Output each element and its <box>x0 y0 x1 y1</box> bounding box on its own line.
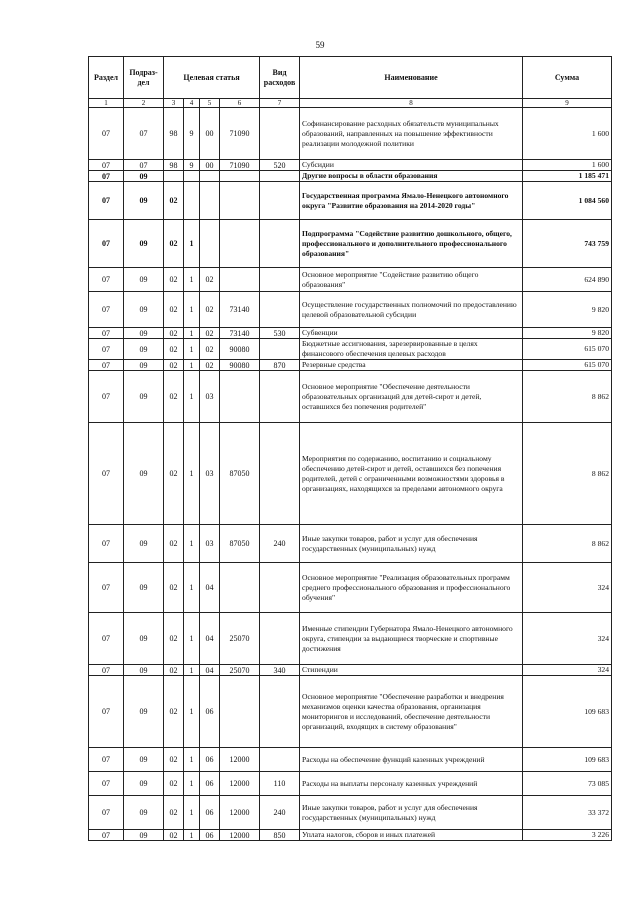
cell-target-a: 02 <box>164 182 184 220</box>
column-number: 9 <box>523 99 612 108</box>
cell-summa: 9 820 <box>523 328 612 339</box>
cell-summa: 1 185 471 <box>523 171 612 182</box>
cell-target-c: 04 <box>200 563 220 613</box>
cell-target-b: 9 <box>184 108 200 160</box>
cell-summa: 33 372 <box>523 796 612 830</box>
cell-summa: 8 862 <box>523 423 612 525</box>
header-podrazdel: Подраз-дел <box>124 57 164 99</box>
cell-target-d: 73140 <box>220 328 260 339</box>
cell-naimenovanie: Основное мероприятие "Реализация образовательных программ среднего профессионального образования и профессионального обучения" <box>300 563 523 613</box>
cell-razdel: 07 <box>89 525 124 563</box>
column-number: 1 <box>89 99 124 108</box>
cell-target-d: 12000 <box>220 796 260 830</box>
cell-naimenovanie: Софинансирование расходных обязательств муниципальных образований, направленных на повышение эффективности реализации молодежной политики <box>300 108 523 160</box>
cell-target-b: 1 <box>184 796 200 830</box>
cell-target-d <box>220 563 260 613</box>
cell-naimenovanie: Стипендии <box>300 665 523 676</box>
cell-razdel: 07 <box>89 182 124 220</box>
cell-target-d: 71090 <box>220 160 260 171</box>
cell-podrazdel: 09 <box>124 423 164 525</box>
table-row <box>89 171 612 182</box>
cell-target-d: 12000 <box>220 772 260 796</box>
cell-target-a: 98 <box>164 108 184 160</box>
cell-target-c: 04 <box>200 665 220 676</box>
cell-target-d: 12000 <box>220 748 260 772</box>
cell-podrazdel: 09 <box>124 525 164 563</box>
cell-razdel: 07 <box>89 772 124 796</box>
cell-target-d: 90080 <box>220 339 260 360</box>
cell-summa: 1 600 <box>523 160 612 171</box>
cell-target-d: 90080 <box>220 360 260 371</box>
cell-podrazdel: 09 <box>124 339 164 360</box>
cell-vid-rashodov: 530 <box>260 328 300 339</box>
cell-target-d <box>220 182 260 220</box>
cell-target-b: 1 <box>184 748 200 772</box>
cell-vid-rashodov <box>260 220 300 268</box>
cell-naimenovanie: Иные закупки товаров, работ и услуг для обеспечения государственных (муниципальных) нужд <box>300 796 523 830</box>
cell-target-c <box>200 171 220 182</box>
cell-vid-rashodov: 240 <box>260 796 300 830</box>
cell-summa: 615 070 <box>523 360 612 371</box>
cell-naimenovanie: Резервные средства <box>300 360 523 371</box>
table-row <box>89 371 612 423</box>
cell-target-c <box>200 182 220 220</box>
table-row <box>89 796 612 830</box>
cell-summa: 1 600 <box>523 108 612 160</box>
cell-summa: 615 070 <box>523 339 612 360</box>
cell-target-d: 87050 <box>220 423 260 525</box>
cell-vid-rashodov <box>260 613 300 665</box>
cell-summa: 743 759 <box>523 220 612 268</box>
cell-naimenovanie: Осуществление государственных полномочий по предоставлению целевой образовательной субсидии <box>300 292 523 328</box>
cell-target-b: 1 <box>184 676 200 748</box>
cell-target-d: 25070 <box>220 665 260 676</box>
cell-vid-rashodov: 870 <box>260 360 300 371</box>
cell-naimenovanie: Расходы на обеспечение функций казенных учреждений <box>300 748 523 772</box>
cell-target-c: 00 <box>200 108 220 160</box>
cell-podrazdel: 09 <box>124 563 164 613</box>
cell-razdel: 07 <box>89 613 124 665</box>
cell-target-b: 1 <box>184 830 200 841</box>
cell-vid-rashodov <box>260 423 300 525</box>
cell-vid-rashodov: 340 <box>260 665 300 676</box>
cell-target-b <box>184 171 200 182</box>
table-row <box>89 160 612 171</box>
cell-target-d: 25070 <box>220 613 260 665</box>
cell-podrazdel: 09 <box>124 748 164 772</box>
cell-target-b: 1 <box>184 371 200 423</box>
table-row <box>89 830 612 841</box>
cell-razdel: 07 <box>89 220 124 268</box>
cell-razdel: 07 <box>89 171 124 182</box>
cell-podrazdel: 09 <box>124 328 164 339</box>
cell-vid-rashodov: 110 <box>260 772 300 796</box>
cell-target-c <box>200 220 220 268</box>
cell-razdel: 07 <box>89 423 124 525</box>
cell-target-d <box>220 676 260 748</box>
cell-summa: 8 862 <box>523 525 612 563</box>
cell-target-a: 02 <box>164 676 184 748</box>
cell-naimenovanie: Государственная программа Ямало-Ненецкого автономного округа "Развитие образования на 2014-2020 годы" <box>300 182 523 220</box>
cell-target-a: 02 <box>164 796 184 830</box>
cell-razdel: 07 <box>89 108 124 160</box>
cell-target-b: 1 <box>184 563 200 613</box>
cell-naimenovanie: Именные стипендии Губернатора Ямало-Ненецкого автономного округа, стипендии за выдающиеся творческие и спортивные достижения <box>300 613 523 665</box>
cell-razdel: 07 <box>89 563 124 613</box>
cell-summa: 324 <box>523 613 612 665</box>
cell-target-a: 02 <box>164 371 184 423</box>
cell-target-a: 02 <box>164 268 184 292</box>
cell-target-c: 06 <box>200 830 220 841</box>
cell-target-c: 06 <box>200 772 220 796</box>
cell-summa: 109 683 <box>523 676 612 748</box>
cell-target-b: 1 <box>184 772 200 796</box>
cell-podrazdel: 09 <box>124 665 164 676</box>
page-number: 59 <box>315 40 325 50</box>
cell-summa: 73 085 <box>523 772 612 796</box>
cell-razdel: 07 <box>89 268 124 292</box>
cell-naimenovanie: Подпрограмма "Содействие развитию дошкольного, общего, профессионального и дополнительного профессионального образования" <box>300 220 523 268</box>
cell-razdel: 07 <box>89 339 124 360</box>
cell-target-d <box>220 220 260 268</box>
cell-target-d: 87050 <box>220 525 260 563</box>
cell-podrazdel: 09 <box>124 371 164 423</box>
cell-target-a: 02 <box>164 563 184 613</box>
cell-razdel: 07 <box>89 830 124 841</box>
cell-target-c: 02 <box>200 360 220 371</box>
cell-vid-rashodov <box>260 292 300 328</box>
cell-podrazdel: 09 <box>124 182 164 220</box>
cell-razdel: 07 <box>89 292 124 328</box>
cell-summa: 8 862 <box>523 371 612 423</box>
cell-podrazdel: 07 <box>124 160 164 171</box>
cell-podrazdel: 09 <box>124 171 164 182</box>
cell-vid-rashodov <box>260 108 300 160</box>
cell-naimenovanie: Основное мероприятие "Обеспечение деятельности образовательных организаций для детей-сирот и детей, оставшихся без попечения родителей" <box>300 371 523 423</box>
cell-target-c: 02 <box>200 268 220 292</box>
cell-target-d <box>220 371 260 423</box>
table-row <box>89 292 612 328</box>
cell-target-a: 02 <box>164 220 184 268</box>
cell-target-a: 98 <box>164 160 184 171</box>
cell-razdel: 07 <box>89 676 124 748</box>
cell-target-a: 02 <box>164 423 184 525</box>
cell-target-c: 00 <box>200 160 220 171</box>
column-number: 8 <box>300 99 523 108</box>
cell-target-a: 02 <box>164 830 184 841</box>
cell-naimenovanie: Основное мероприятие "Обеспечение разработки и внедрения механизмов оценки качества образования, организация мониторингов и исследований, обеспечение деятельности организаций, входящих в систему образования" <box>300 676 523 748</box>
cell-podrazdel: 07 <box>124 108 164 160</box>
cell-naimenovanie: Иные закупки товаров, работ и услуг для обеспечения государственных (муниципальных) нужд <box>300 525 523 563</box>
cell-razdel: 07 <box>89 328 124 339</box>
table-row <box>89 525 612 563</box>
cell-target-c: 02 <box>200 339 220 360</box>
cell-podrazdel: 09 <box>124 613 164 665</box>
cell-podrazdel: 09 <box>124 292 164 328</box>
cell-target-b: 1 <box>184 525 200 563</box>
cell-target-b: 9 <box>184 160 200 171</box>
cell-naimenovanie: Другие вопросы в области образования <box>300 171 523 182</box>
header-summa: Сумма <box>523 57 612 99</box>
cell-target-b <box>184 182 200 220</box>
table-row <box>89 665 612 676</box>
cell-target-b: 1 <box>184 613 200 665</box>
cell-target-c: 03 <box>200 371 220 423</box>
header-razdel: Раздел <box>89 57 124 99</box>
cell-podrazdel: 09 <box>124 676 164 748</box>
column-number: 2 <box>124 99 164 108</box>
cell-summa: 1 084 560 <box>523 182 612 220</box>
cell-naimenovanie: Основное мероприятие "Содействие развитию общего образования" <box>300 268 523 292</box>
cell-target-c: 06 <box>200 748 220 772</box>
cell-target-a: 02 <box>164 748 184 772</box>
budget-table <box>88 56 612 841</box>
cell-target-b: 1 <box>184 423 200 525</box>
header-celevaya-statya: Целевая статья <box>164 57 260 99</box>
table-row <box>89 268 612 292</box>
cell-vid-rashodov: 240 <box>260 525 300 563</box>
cell-razdel: 07 <box>89 360 124 371</box>
cell-summa: 324 <box>523 665 612 676</box>
cell-podrazdel: 09 <box>124 360 164 371</box>
column-number-row <box>89 99 612 108</box>
header-naimenovanie: Наименование <box>300 57 523 99</box>
column-number: 7 <box>260 99 300 108</box>
table-row <box>89 328 612 339</box>
column-number: 5 <box>200 99 220 108</box>
cell-target-a: 02 <box>164 328 184 339</box>
cell-target-b: 1 <box>184 328 200 339</box>
cell-razdel: 07 <box>89 665 124 676</box>
cell-vid-rashodov <box>260 748 300 772</box>
table-row <box>89 748 612 772</box>
cell-target-a: 02 <box>164 613 184 665</box>
cell-podrazdel: 09 <box>124 796 164 830</box>
table-row <box>89 563 612 613</box>
cell-target-a: 02 <box>164 360 184 371</box>
cell-target-b: 1 <box>184 220 200 268</box>
header-vid-rashodov: Вид расходов <box>260 57 300 99</box>
cell-naimenovanie: Мероприятия по содержанию, воспитанию и социальному обеспечению детей-сирот и детей, оставшихся без попечения родителей, детей с ограниченными возможностями здоровья в организациях, находящихся за пределами автономного округа <box>300 423 523 525</box>
table-row <box>89 108 612 160</box>
cell-vid-rashodov <box>260 371 300 423</box>
table-row <box>89 360 612 371</box>
table-row <box>89 220 612 268</box>
cell-target-b: 1 <box>184 360 200 371</box>
cell-summa: 3 226 <box>523 830 612 841</box>
cell-podrazdel: 09 <box>124 772 164 796</box>
cell-target-a <box>164 171 184 182</box>
cell-target-d: 73140 <box>220 292 260 328</box>
cell-target-d: 71090 <box>220 108 260 160</box>
cell-target-c: 02 <box>200 328 220 339</box>
cell-vid-rashodov: 850 <box>260 830 300 841</box>
cell-podrazdel: 09 <box>124 268 164 292</box>
cell-vid-rashodov <box>260 268 300 292</box>
table-row <box>89 772 612 796</box>
cell-target-d <box>220 268 260 292</box>
cell-razdel: 07 <box>89 748 124 772</box>
table-row <box>89 676 612 748</box>
cell-naimenovanie: Уплата налогов, сборов и иных платежей <box>300 830 523 841</box>
cell-target-c: 04 <box>200 613 220 665</box>
cell-vid-rashodov <box>260 563 300 613</box>
cell-target-a: 02 <box>164 339 184 360</box>
cell-target-c: 06 <box>200 676 220 748</box>
cell-podrazdel: 09 <box>124 220 164 268</box>
cell-target-b: 1 <box>184 292 200 328</box>
cell-razdel: 07 <box>89 796 124 830</box>
cell-target-a: 02 <box>164 665 184 676</box>
cell-target-a: 02 <box>164 525 184 563</box>
table-row <box>89 339 612 360</box>
cell-summa: 109 683 <box>523 748 612 772</box>
cell-naimenovanie: Бюджетные ассигнования, зарезервированные в целях финансового обеспечения целевых расходов <box>300 339 523 360</box>
cell-target-c: 02 <box>200 292 220 328</box>
cell-target-c: 03 <box>200 525 220 563</box>
cell-target-a: 02 <box>164 292 184 328</box>
cell-target-d: 12000 <box>220 830 260 841</box>
cell-razdel: 07 <box>89 160 124 171</box>
cell-summa: 624 890 <box>523 268 612 292</box>
cell-target-c: 03 <box>200 423 220 525</box>
cell-vid-rashodov: 520 <box>260 160 300 171</box>
cell-summa: 9 820 <box>523 292 612 328</box>
cell-vid-rashodov <box>260 339 300 360</box>
cell-target-b: 1 <box>184 665 200 676</box>
cell-summa: 324 <box>523 563 612 613</box>
table-row <box>89 613 612 665</box>
cell-target-b: 1 <box>184 339 200 360</box>
cell-naimenovanie: Расходы на выплаты персоналу казенных учреждений <box>300 772 523 796</box>
cell-target-d <box>220 171 260 182</box>
cell-target-b: 1 <box>184 268 200 292</box>
column-number: 3 <box>164 99 184 108</box>
column-number: 4 <box>184 99 200 108</box>
cell-naimenovanie: Субвенции <box>300 328 523 339</box>
cell-razdel: 07 <box>89 371 124 423</box>
cell-target-c: 06 <box>200 796 220 830</box>
cell-vid-rashodov <box>260 676 300 748</box>
cell-vid-rashodov <box>260 171 300 182</box>
table-row <box>89 423 612 525</box>
cell-vid-rashodov <box>260 182 300 220</box>
cell-target-a: 02 <box>164 772 184 796</box>
column-number: 6 <box>220 99 260 108</box>
cell-naimenovanie: Субсидии <box>300 160 523 171</box>
header-row <box>89 57 612 99</box>
cell-podrazdel: 09 <box>124 830 164 841</box>
table-row <box>89 182 612 220</box>
